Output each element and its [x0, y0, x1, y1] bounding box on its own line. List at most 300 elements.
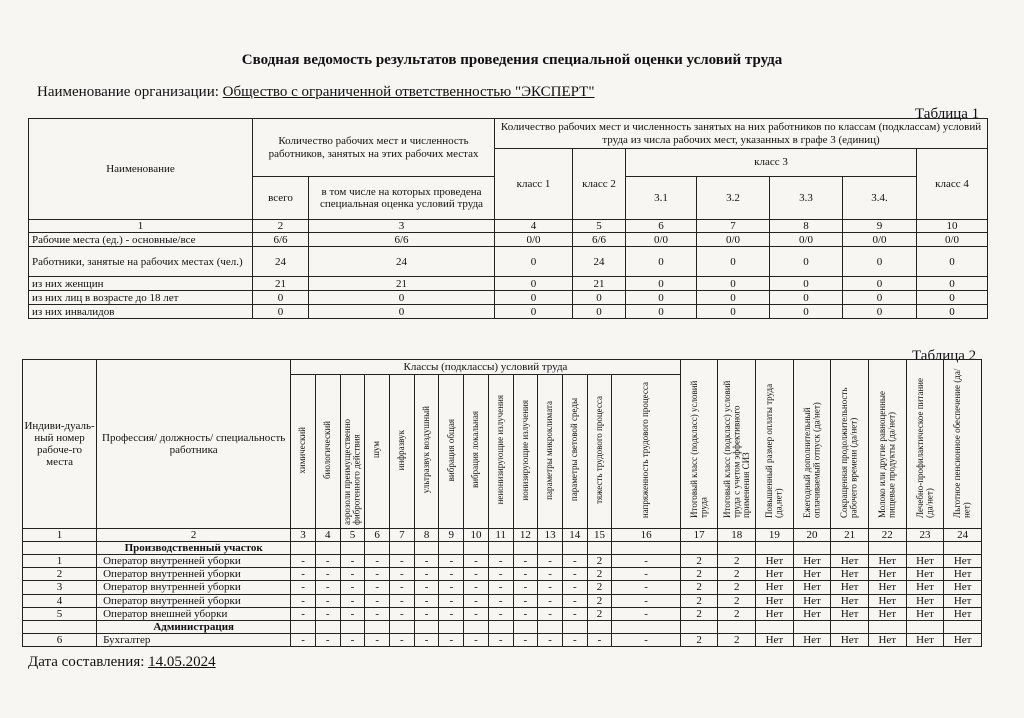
t2-column-numbers	[23, 529, 982, 542]
t2-cell: -	[513, 568, 538, 581]
t1-cell: 6/6	[573, 233, 626, 247]
t2-colnum: 14	[562, 529, 587, 542]
t2-cell	[464, 542, 489, 555]
t2-vh: Ежегодный дополнительный оплачиваемый отпуск (да/нет)	[793, 360, 831, 529]
t2-row-id: 6	[23, 633, 97, 646]
t2-cell: Нет	[756, 607, 794, 620]
t2-cell: 2	[587, 581, 612, 594]
t1-cell: 0	[917, 291, 988, 305]
t2-cell: 2	[587, 607, 612, 620]
t2-cell	[831, 620, 869, 633]
t2-cell	[793, 542, 831, 555]
t2-cell: -	[340, 607, 365, 620]
t2-colnum: 15	[587, 529, 612, 542]
t2-colnum: 12	[513, 529, 538, 542]
t2-cell: Нет	[793, 594, 831, 607]
t2-row-profession: Оператор внутренней уборки	[97, 594, 291, 607]
t2-body	[23, 529, 982, 647]
t2-cell: Нет	[868, 568, 906, 581]
t1-cell: 0	[309, 291, 495, 305]
t2-section-row	[23, 620, 982, 633]
t2-cell: -	[340, 594, 365, 607]
t2-colnum: 16	[612, 529, 680, 542]
t2-row-profession: Оператор внутренней уборки	[97, 581, 291, 594]
t2-vh: ионизирующие излучения	[513, 375, 538, 529]
t1-header-classes: Количество рабочих мест и численность занятых на них работников по классам (подклассам) условий труда из числа рабочих мест, указанных в графе 3 (единиц)	[495, 119, 988, 149]
t2-cell	[365, 620, 390, 633]
t2-cell: -	[291, 633, 316, 646]
t2-cell	[315, 542, 340, 555]
t2-cell: -	[291, 607, 316, 620]
t2-cell	[464, 620, 489, 633]
t2-cell: -	[612, 581, 680, 594]
t2-cell: -	[414, 594, 439, 607]
t2-cell: -	[390, 607, 415, 620]
t2-cell: Нет	[944, 568, 982, 581]
t2-cell	[793, 620, 831, 633]
t2-cell	[315, 620, 340, 633]
t2-cell	[390, 620, 415, 633]
summary-table-1	[28, 118, 988, 319]
t2-cell	[612, 620, 680, 633]
t2-cell: -	[538, 568, 563, 581]
t2-cell: Нет	[756, 594, 794, 607]
t2-cell: -	[414, 581, 439, 594]
t2-vh: вибрация общая	[439, 375, 464, 529]
t2-vh: Сокращенная продолжительность рабочего времени (да/нет)	[831, 360, 869, 529]
t2-cell: -	[538, 581, 563, 594]
t2-cell: Нет	[868, 633, 906, 646]
t2-cell: -	[365, 607, 390, 620]
t1-cell: 0	[495, 247, 573, 277]
t1-cell: 0	[253, 291, 309, 305]
t2-cell	[340, 542, 365, 555]
t2-cell: Нет	[906, 594, 944, 607]
t2-colnum: 1	[23, 529, 97, 542]
t2-cell: Нет	[906, 581, 944, 594]
t2-row	[23, 581, 982, 594]
t2-header-profession: Профессия/ должность/ специальность работника	[97, 360, 291, 529]
t2-row	[23, 555, 982, 568]
t2-cell: -	[464, 555, 489, 568]
t2-cell: -	[390, 594, 415, 607]
t2-cell	[439, 620, 464, 633]
t2-header-id: Индиви-дуаль-ный номер рабоче-го места	[23, 360, 97, 529]
t2-vh: Повышенный размер оплаты труда (да,нет)	[756, 360, 794, 529]
t2-cell	[756, 542, 794, 555]
t1-cell: 0	[495, 291, 573, 305]
t1-header-3-4: 3.4.	[843, 177, 917, 220]
t2-cell: Нет	[793, 633, 831, 646]
t2-colnum: 5	[340, 529, 365, 542]
t1-header-3-2: 3.2	[697, 177, 770, 220]
t2-row	[23, 568, 982, 581]
t2-cell: 2	[680, 633, 718, 646]
t2-colnum: 22	[868, 529, 906, 542]
t1-colnum: 5	[573, 220, 626, 233]
t2-cell: Нет	[831, 607, 869, 620]
t2-vh: ультразвук воздушный	[414, 375, 439, 529]
t2-cell: -	[365, 594, 390, 607]
t2-colnum: 24	[944, 529, 982, 542]
t1-cell: 6/6	[309, 233, 495, 247]
t2-cell: -	[538, 594, 563, 607]
t2-cell: Нет	[756, 633, 794, 646]
t2-cell	[291, 620, 316, 633]
t2-cell: -	[315, 607, 340, 620]
t2-row-profession: Оператор внутренней уборки	[97, 568, 291, 581]
t1-header-3-3: 3.3	[770, 177, 843, 220]
t2-cell	[756, 620, 794, 633]
t2-cell	[868, 620, 906, 633]
t2-cell: -	[291, 581, 316, 594]
t2-cell: -	[538, 555, 563, 568]
t1-cell: 0/0	[495, 233, 573, 247]
t2-cell	[562, 542, 587, 555]
t2-vh: Итоговый класс (подкласс) условий труда с учетом эффективного применения СИЗ	[718, 360, 756, 529]
t2-cell	[906, 620, 944, 633]
t2-cell: -	[439, 594, 464, 607]
t1-cell: 0	[626, 277, 697, 291]
t2-cell: -	[513, 581, 538, 594]
t2-colnum: 17	[680, 529, 718, 542]
t2-colnum: 19	[756, 529, 794, 542]
t1-cell: 0	[573, 291, 626, 305]
t1-header-total: всего	[253, 177, 309, 220]
t1-cell: 0/0	[917, 233, 988, 247]
t2-vh: Молоко или другие равноценные пищевые продукты (да/нет)	[868, 360, 906, 529]
t2-colnum: 20	[793, 529, 831, 542]
t2-vh: аэрозоли преимущественно фиброгенного действия	[340, 375, 365, 529]
t1-cell: 0	[573, 305, 626, 319]
t2-cell: 2	[587, 555, 612, 568]
t2-cell: Нет	[831, 568, 869, 581]
t2-cell	[414, 542, 439, 555]
t2-row	[23, 633, 982, 646]
t1-cell: 0	[697, 305, 770, 319]
t2-cell: -	[612, 633, 680, 646]
t1-cell: 0	[495, 277, 573, 291]
t2-cell: 2	[680, 568, 718, 581]
t2-section-row	[23, 542, 982, 555]
t1-row-label: Работники, занятые на рабочих местах (чел.)	[29, 247, 253, 277]
t2-cell: -	[390, 581, 415, 594]
t1-cell: 0	[917, 277, 988, 291]
t1-cell: 21	[309, 277, 495, 291]
t2-cell: -	[464, 607, 489, 620]
t1-cell: 21	[573, 277, 626, 291]
t2-cell: -	[562, 607, 587, 620]
t2-colnum: 4	[315, 529, 340, 542]
t1-cell: 0	[626, 247, 697, 277]
t2-cell: -	[365, 633, 390, 646]
t1-colnum: 8	[770, 220, 843, 233]
t2-cell: -	[315, 594, 340, 607]
t2-cell	[587, 542, 612, 555]
t2-cell: -	[513, 555, 538, 568]
t1-cell: 0	[770, 305, 843, 319]
t2-cell: -	[291, 568, 316, 581]
t2-header-classes: Классы (подклассы) условий труда	[291, 360, 681, 375]
t2-cell	[340, 620, 365, 633]
t2-row-id: 3	[23, 581, 97, 594]
t2-vh: вибрация локальная	[464, 375, 489, 529]
t2-cell: -	[414, 568, 439, 581]
t2-cell	[23, 620, 97, 633]
organization-label: Наименование организации:	[37, 84, 219, 100]
t2-colnum: 7	[390, 529, 415, 542]
t2-cell: 2	[718, 555, 756, 568]
t2-cell	[718, 620, 756, 633]
t2-cell: Нет	[868, 555, 906, 568]
t1-row	[29, 277, 988, 291]
organization-line	[37, 84, 594, 101]
t2-cell	[944, 620, 982, 633]
t2-cell: 2	[718, 607, 756, 620]
t2-cell	[513, 620, 538, 633]
t2-cell: -	[439, 568, 464, 581]
t2-cell: -	[439, 555, 464, 568]
t2-cell	[513, 542, 538, 555]
document-title: Сводная ведомость результатов проведения специальной оценки условий труда	[241, 52, 783, 68]
t2-cell: Нет	[831, 555, 869, 568]
t2-cell	[439, 542, 464, 555]
t1-cell: 0	[843, 291, 917, 305]
t1-colnum: 10	[917, 220, 988, 233]
t2-cell: -	[562, 633, 587, 646]
t2-cell: -	[562, 594, 587, 607]
t2-row	[23, 594, 982, 607]
t2-section-title: Производственный участок	[97, 542, 291, 555]
t2-cell: -	[562, 568, 587, 581]
t1-cell: 0/0	[626, 233, 697, 247]
t2-cell: Нет	[793, 607, 831, 620]
t2-cell: -	[562, 581, 587, 594]
t1-header-class1: класс 1	[495, 149, 573, 220]
t1-cell: 0	[770, 291, 843, 305]
t2-cell	[587, 620, 612, 633]
t1-cell: 0	[626, 291, 697, 305]
t2-cell: -	[562, 555, 587, 568]
t2-cell	[414, 620, 439, 633]
table2-caption: Таблица 2	[912, 348, 977, 364]
t2-cell: -	[488, 568, 513, 581]
t2-cell: -	[538, 607, 563, 620]
t2-colnum: 18	[718, 529, 756, 542]
t1-header-3-1: 3.1	[626, 177, 697, 220]
t2-vh: инфразвук	[390, 375, 415, 529]
t1-cell: 0	[253, 305, 309, 319]
t2-cell: Нет	[831, 581, 869, 594]
t2-cell: -	[612, 607, 680, 620]
t2-cell: -	[513, 607, 538, 620]
t2-vh: химический	[291, 375, 316, 529]
t2-cell: -	[390, 633, 415, 646]
t1-cell: 0	[917, 247, 988, 277]
t2-cell: Нет	[868, 581, 906, 594]
t2-cell: -	[315, 555, 340, 568]
t2-cell: -	[340, 568, 365, 581]
t2-vh: Итоговый класс (подкласс) условий труда	[680, 360, 718, 529]
t2-cell: -	[538, 633, 563, 646]
summary-table-2	[22, 359, 982, 647]
t1-cell: 0	[843, 305, 917, 319]
t1-cell: 0/0	[697, 233, 770, 247]
t2-cell: -	[365, 555, 390, 568]
t2-cell: 2	[680, 581, 718, 594]
t1-colnum: 3	[309, 220, 495, 233]
t1-cell: 0	[843, 277, 917, 291]
t2-cell: Нет	[906, 633, 944, 646]
t2-cell	[291, 542, 316, 555]
t1-header-class3: класс 3	[626, 149, 917, 177]
t2-vh: параметры световой среды	[562, 375, 587, 529]
t2-cell	[718, 542, 756, 555]
date-label: Дата составления:	[28, 654, 145, 670]
t1-cell: 0	[626, 305, 697, 319]
t1-cell: 0	[697, 277, 770, 291]
t2-cell: Нет	[831, 594, 869, 607]
t1-cell: 0	[843, 247, 917, 277]
t2-cell: -	[513, 594, 538, 607]
t2-cell: Нет	[906, 568, 944, 581]
t2-colnum: 9	[439, 529, 464, 542]
t2-cell: -	[488, 581, 513, 594]
t2-cell: 2	[718, 594, 756, 607]
t2-cell: Нет	[944, 555, 982, 568]
t2-vh: неионизирующие излучения	[488, 375, 513, 529]
t1-cell: 6/6	[253, 233, 309, 247]
t2-cell	[23, 542, 97, 555]
t2-cell: -	[612, 555, 680, 568]
t2-cell: Нет	[756, 581, 794, 594]
t2-colnum: 13	[538, 529, 563, 542]
t2-row-id: 5	[23, 607, 97, 620]
t1-row	[29, 305, 988, 319]
t1-row	[29, 233, 988, 247]
t2-cell	[538, 542, 563, 555]
t2-cell: Нет	[793, 581, 831, 594]
t2-cell: -	[464, 568, 489, 581]
t2-cell	[488, 620, 513, 633]
t2-vh: параметры микроклимата	[538, 375, 563, 529]
t2-cell: Нет	[868, 607, 906, 620]
t2-vh: биологический	[315, 375, 340, 529]
t2-cell: -	[439, 581, 464, 594]
t1-colnum: 2	[253, 220, 309, 233]
t2-row-id: 2	[23, 568, 97, 581]
t2-cell: -	[612, 568, 680, 581]
t2-cell: -	[414, 555, 439, 568]
t2-cell: Нет	[944, 594, 982, 607]
t2-cell	[562, 620, 587, 633]
t2-section-title: Администрация	[97, 620, 291, 633]
t2-colnum: 21	[831, 529, 869, 542]
t2-cell: -	[513, 633, 538, 646]
t1-colnum: 1	[29, 220, 253, 233]
t2-cell: -	[315, 568, 340, 581]
t1-row-label: Рабочие места (ед.) - основные/все	[29, 233, 253, 247]
t2-cell: Нет	[868, 594, 906, 607]
t2-cell: Нет	[831, 633, 869, 646]
t2-cell	[944, 542, 982, 555]
t2-vh: напряженность трудового процесса	[612, 375, 680, 529]
t1-cell: 0/0	[843, 233, 917, 247]
t2-cell: -	[291, 594, 316, 607]
t2-row	[23, 607, 982, 620]
t1-header-count: Количество рабочих мест и численность работников, занятых на этих рабочих местах	[253, 119, 495, 177]
t2-colnum: 2	[97, 529, 291, 542]
t1-cell: 0	[309, 305, 495, 319]
t1-cell: 0	[917, 305, 988, 319]
t1-cell: 0	[495, 305, 573, 319]
t2-row-id: 1	[23, 555, 97, 568]
t1-header-name: Наименование	[29, 119, 253, 220]
t1-cell: 24	[253, 247, 309, 277]
t2-cell	[612, 542, 680, 555]
t2-cell: -	[464, 581, 489, 594]
t2-cell: -	[390, 568, 415, 581]
t2-cell: 2	[680, 594, 718, 607]
t1-cell: 0	[770, 277, 843, 291]
t2-colnum: 6	[365, 529, 390, 542]
t2-cell	[365, 542, 390, 555]
t2-cell: Нет	[944, 633, 982, 646]
date-value: 14.05.2024	[148, 654, 216, 670]
t2-cell	[488, 542, 513, 555]
t2-cell: Нет	[944, 581, 982, 594]
t2-row-profession: Бухгалтер	[97, 633, 291, 646]
t2-cell: -	[414, 633, 439, 646]
t2-cell: -	[488, 633, 513, 646]
date-line	[28, 654, 216, 671]
t1-colnum: 9	[843, 220, 917, 233]
t1-cell: 0	[770, 247, 843, 277]
t2-cell: -	[340, 555, 365, 568]
t2-cell: -	[390, 555, 415, 568]
t1-colnum: 6	[626, 220, 697, 233]
t2-cell: -	[439, 633, 464, 646]
t2-cell	[680, 542, 718, 555]
t1-column-numbers	[29, 220, 988, 233]
t2-cell: -	[414, 607, 439, 620]
organization-value: Общество с ограниченной ответственностью "ЭКСПЕРТ"	[222, 84, 595, 100]
table1-caption: Таблица 1	[915, 106, 980, 122]
t2-cell: Нет	[906, 607, 944, 620]
t2-cell	[680, 620, 718, 633]
t2-cell: -	[488, 607, 513, 620]
t2-cell: Нет	[793, 555, 831, 568]
t2-colnum: 8	[414, 529, 439, 542]
t2-cell: 2	[680, 607, 718, 620]
t2-colnum: 11	[488, 529, 513, 542]
t2-cell: -	[291, 555, 316, 568]
t1-colnum: 4	[495, 220, 573, 233]
t2-cell: 2	[587, 594, 612, 607]
t2-cell	[868, 542, 906, 555]
t2-cell	[538, 620, 563, 633]
t2-cell: -	[315, 581, 340, 594]
t1-header-class4: класс 4	[917, 149, 988, 220]
t1-cell: 24	[573, 247, 626, 277]
t2-vh: шум	[365, 375, 390, 529]
t2-cell: -	[464, 594, 489, 607]
t2-cell: Нет	[756, 568, 794, 581]
t2-cell: -	[439, 607, 464, 620]
t1-row-label: из них инвалидов	[29, 305, 253, 319]
t2-row-id: 4	[23, 594, 97, 607]
t2-cell	[831, 542, 869, 555]
